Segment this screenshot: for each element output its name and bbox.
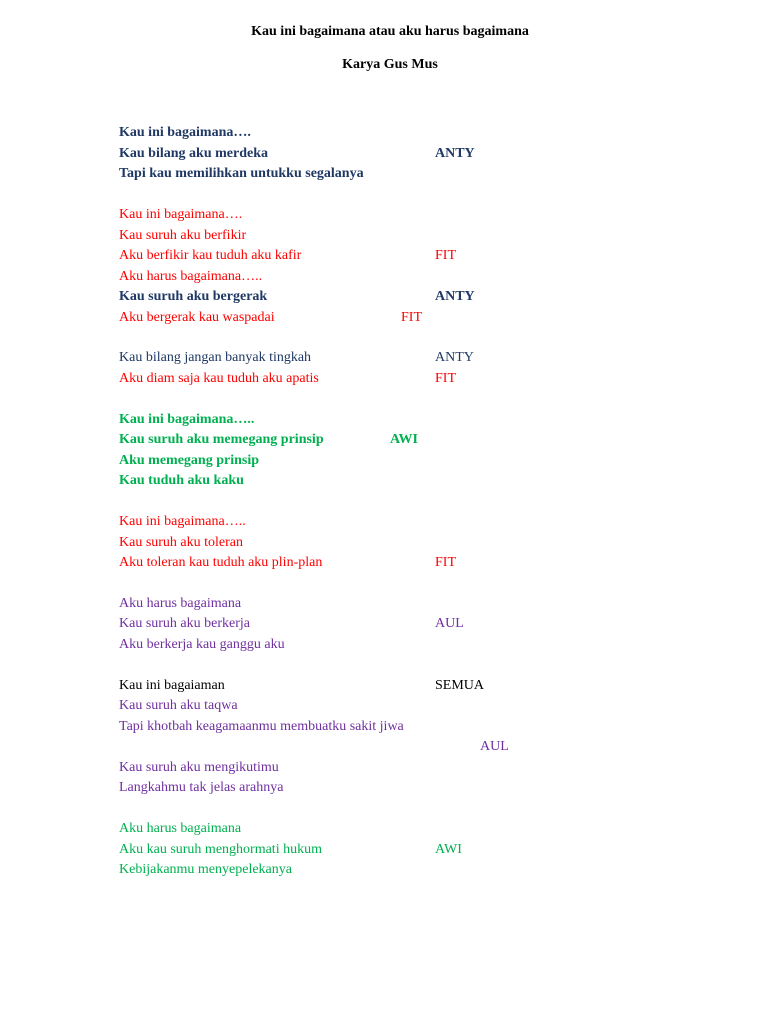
line-text: Aku harus bagaimana <box>119 821 242 836</box>
speaker-tag: AUL <box>435 616 464 631</box>
poem-line <box>119 471 244 491</box>
line-text: Kebijakanmu menyepelekanya <box>119 862 292 877</box>
speaker-tag: AWI <box>435 842 462 857</box>
speaker-tag: ANTY <box>435 289 475 304</box>
poem-line <box>119 226 246 246</box>
poem-line <box>119 205 242 225</box>
line-text: Kau suruh aku berkerja <box>119 616 251 631</box>
line-text: Langkahmu tak jelas arahnya <box>119 780 284 795</box>
line-text: Kau ini bagaimana…. <box>119 125 251 140</box>
speaker-tag: AWI <box>390 432 419 447</box>
line-text: Kau ini bagaiaman <box>119 678 225 693</box>
poem-line <box>119 123 251 143</box>
poem-line <box>119 860 292 880</box>
line-text: Tapi khotbah keagamaanmu membuatku sakit jiwa <box>119 719 404 734</box>
line-text: Kau suruh aku bergerak <box>119 289 268 304</box>
line-text: Kau bilang jangan banyak tingkah <box>119 350 312 365</box>
speaker-tag: ANTY <box>435 350 474 365</box>
poem-line <box>119 144 475 164</box>
line-text: Kau ini bagaimana…. <box>119 207 243 222</box>
poem-line <box>119 267 262 287</box>
poem-line <box>119 696 238 716</box>
line-text: Aku kau suruh menghormati hukum <box>119 842 322 857</box>
poem-line <box>119 676 485 696</box>
document-subtitle: Karya Gus Mus <box>342 57 438 72</box>
line-text: Kau suruh aku toleran <box>119 535 244 550</box>
poem-line <box>119 164 364 184</box>
poem-line <box>119 348 474 368</box>
poem-line <box>119 451 259 471</box>
poem-line <box>119 287 475 307</box>
line-text: Aku memegang prinsip <box>119 453 260 468</box>
document-title: Kau ini bagaimana atau aku harus bagaimana <box>251 24 529 39</box>
poem-line <box>119 819 241 839</box>
poem-line <box>119 758 279 778</box>
line-text: Kau ini bagaimana….. <box>119 412 255 427</box>
line-text: Tapi kau memilihkan untukku segalanya <box>119 166 364 181</box>
line-text: Kau suruh aku mengikutimu <box>119 760 279 775</box>
speaker-tag: AUL <box>480 739 509 754</box>
poem-line <box>119 614 464 634</box>
line-text: Kau bilang aku merdeka <box>119 146 268 161</box>
speaker-tag: FIT <box>435 371 456 386</box>
poem-line <box>119 553 456 573</box>
line-text: Aku toleran kau tuduh aku plin-plan <box>119 555 323 570</box>
poem-line <box>119 308 422 328</box>
poem-line <box>119 717 404 737</box>
line-text: Aku harus bagaimana <box>119 596 242 611</box>
speaker-tag: ANTY <box>435 146 475 161</box>
poem-line <box>119 369 456 389</box>
poem-line <box>119 430 419 450</box>
speaker-tag: FIT <box>435 555 456 570</box>
poem-line <box>119 778 283 798</box>
speaker-tag: FIT <box>401 310 422 325</box>
speaker-tag: SEMUA <box>435 678 485 693</box>
line-text: Kau suruh aku berfikir <box>119 228 247 243</box>
line-text: Aku bergerak kau waspadai <box>119 310 275 325</box>
line-text: Aku harus bagaimana….. <box>119 269 263 284</box>
poem-line <box>119 512 246 532</box>
line-text: Aku diam saja kau tuduh aku apatis <box>119 371 319 386</box>
line-text: Aku berfikir kau tuduh aku kafir <box>119 248 302 263</box>
poem-line <box>119 635 285 655</box>
speaker-tag: FIT <box>435 248 456 263</box>
poem-line <box>119 410 254 430</box>
line-text: Aku berkerja kau ganggu aku <box>119 637 285 652</box>
poem-line <box>119 246 456 266</box>
line-text: Kau ini bagaimana….. <box>119 514 246 529</box>
poem-line <box>119 594 241 614</box>
poem-line <box>119 533 243 553</box>
line-text: Kau suruh aku memegang prinsip <box>119 432 324 447</box>
poem-line <box>119 840 462 860</box>
line-text: Kau tuduh aku kaku <box>119 473 244 488</box>
line-text: Kau suruh aku taqwa <box>119 698 238 713</box>
